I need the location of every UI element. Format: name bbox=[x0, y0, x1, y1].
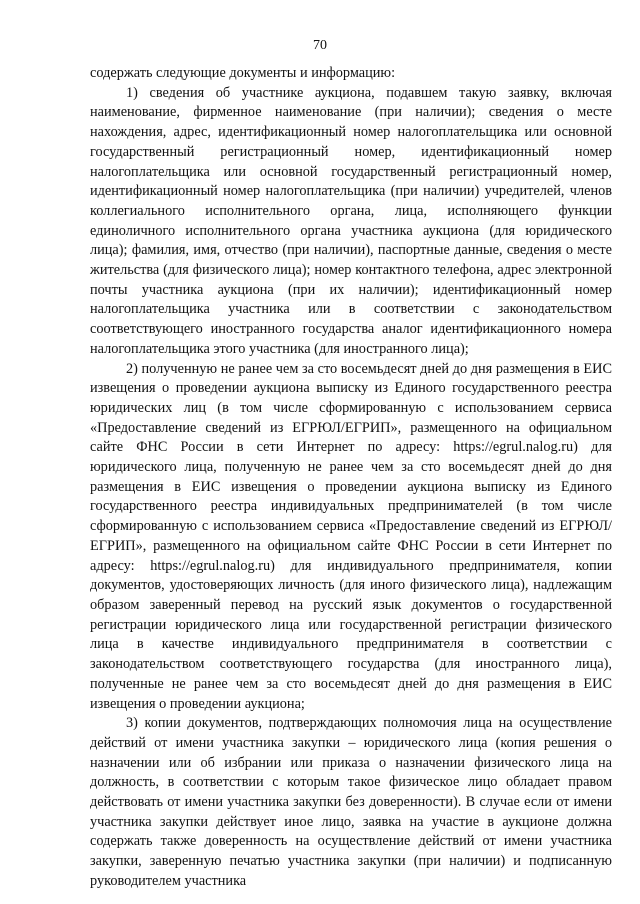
paragraph-item-3: 3) копии документов, подтверждающих полномочия лица на осуществление действий от имени участника закупки – юридического лица (копия решения о назначении или об избрании или приказа о назначении физического лица на должность, в соответствии с которым такое физическое лицо обладает правом действовать от имени участника закупки без доверенности). В случае если от имени участника закупки действует иное лицо, заявка на участие в аукционе должна содержать также доверенность на осуществление действий от имени участника закупки, заверенную печатью участника закупки (при наличии) и подписанную руководителем участника bbox=[90, 715, 612, 889]
page-number: 70 bbox=[313, 38, 327, 53]
body-text bbox=[90, 64, 612, 892]
paragraph-intro: содержать следующие документы и информацию: bbox=[90, 65, 396, 81]
paragraph-item-2: 2) полученную не ранее чем за сто восемьдесят дней до дня размещения в ЕИС извещения о проведении аукциона выписку из Единого государственного реестра юридических лиц (в том числе сформированную с использованием сервиса «Предоставление сведений из ЕГРЮЛ/ЕГРИП», размещенного на официальном сайте ФНС России в сети Интернет по адресу: https://egrul.nalog.ru) для юридического лица, полученную не ранее чем за сто восемьдесят дней до дня размещения в ЕИС извещения о проведении аукциона выписку из Единого государственного реестра индивидуальных предпринимателей (в том числе сформированную с использованием сервиса «Предоставление сведений из ЕГРЮЛ/ЕГРИП», размещенного на официальном сайте ФНС России в сети Интернет по адресу: https://egrul.nalog.ru) для индивидуального предпринимателя, копии документов, удостоверяющих личность (для иного физического лица), надлежащим образом заверенный перевод на русский язык документов о государственной регистрации юридического лица или государственной регистрации физического лица в качестве индивидуального предпринимателя в соответствии с законодательством соответствующего государства (для иностранного лица), полученные не ранее чем за сто восемьдесят дней до дня размещения в ЕИС извещения о проведении аукциона; bbox=[90, 360, 612, 712]
paragraph-item-1: 1) сведения об участнике аукциона, подавшем такую заявку, включая наименование, фирменное наименование (при наличии); сведения о месте нахождения, адрес, идентификационный номер налогоплательщика или основной государственный регистрационный номер, идентификационный номер налогоплательщика или основной государственный регистрационный номер, идентификационный номер налогоплательщика (при наличии) учредителей, членов коллегиального исполнительного органа, лица, исполняющего функции единоличного исполнительного органа участника аукциона (для юридического лица); фамилия, имя, отчество (при наличии), паспортные данные, сведения о месте жительства (для физического лица); номер контактного телефона, адрес электронной почты участника аукциона (при их наличии); идентификационный номер налогоплательщика участника или в соответствии с законодательством соответствующего иностранного государства аналог идентификационного номера налогоплательщика этого участника (для иностранного лица); bbox=[90, 84, 612, 357]
